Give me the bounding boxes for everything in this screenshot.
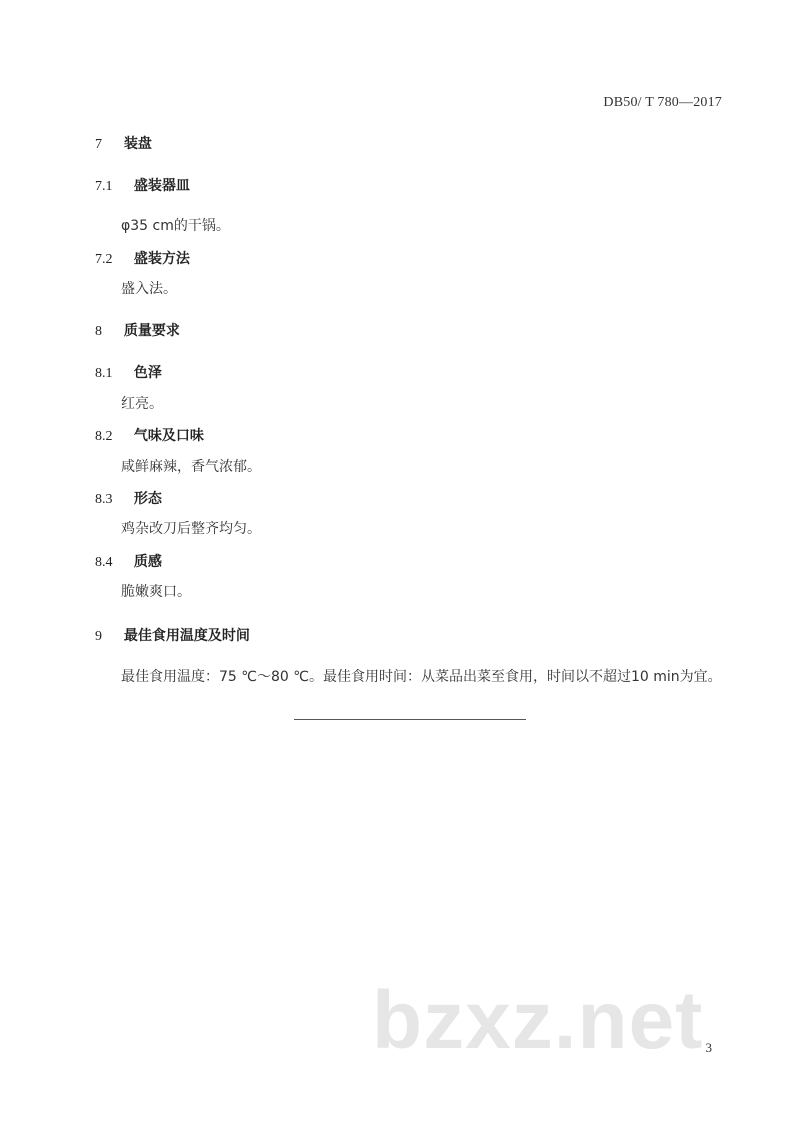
section-text-9: 最佳食用温度：75 ℃～80 ℃。最佳食用时间：从菜品出菜至食用，时间以不超过10 min为宜。 bbox=[121, 669, 722, 685]
section-title: 最佳食用温度及时间 bbox=[123, 628, 250, 644]
section-number: 8.1 bbox=[95, 366, 113, 381]
section-number: 8.4 bbox=[95, 555, 113, 570]
section-heading-8-2 bbox=[95, 425, 204, 445]
section-title: 装盘 bbox=[123, 136, 152, 152]
section-text-8-4: 脆嫩爽口。 bbox=[121, 584, 191, 600]
section-heading-9 bbox=[95, 625, 250, 645]
section-number: 9 bbox=[95, 629, 102, 644]
section-text-7-1: φ35 cm的干锅。 bbox=[121, 218, 230, 234]
page-number: 3 bbox=[705, 1040, 712, 1055]
section-heading-8-3 bbox=[95, 488, 162, 508]
section-text-8-3: 鸡杂改刀后整齐均匀。 bbox=[121, 521, 261, 537]
section-title: 形态 bbox=[133, 491, 162, 507]
section-heading-8 bbox=[95, 320, 180, 340]
section-text-8-2: 咸鲜麻辣，香气浓郁。 bbox=[121, 459, 261, 475]
section-title: 色泽 bbox=[133, 365, 162, 381]
section-heading-7-1 bbox=[95, 175, 190, 195]
watermark: bzxz.net bbox=[372, 975, 704, 1066]
section-text-8-1: 红亮。 bbox=[121, 396, 163, 412]
section-title: 质量要求 bbox=[123, 323, 180, 339]
section-text-7-2: 盛入法。 bbox=[121, 281, 177, 297]
end-of-standard-rule bbox=[294, 719, 526, 720]
section-number: 8 bbox=[95, 324, 102, 339]
section-number: 8.2 bbox=[95, 429, 113, 444]
section-heading-7-2 bbox=[95, 248, 190, 268]
section-title: 气味及口味 bbox=[133, 428, 204, 444]
section-heading-8-1 bbox=[95, 362, 162, 382]
section-heading-8-4 bbox=[95, 551, 162, 571]
section-number: 7.2 bbox=[95, 252, 113, 267]
section-number: 7 bbox=[95, 137, 102, 152]
section-number: 7.1 bbox=[95, 179, 113, 194]
section-heading-7 bbox=[95, 133, 152, 153]
document-code: DB50/ T 780—2017 bbox=[603, 95, 722, 110]
section-title: 盛装方法 bbox=[133, 251, 190, 267]
section-title: 质感 bbox=[133, 554, 162, 570]
section-title: 盛装器皿 bbox=[133, 178, 190, 194]
section-number: 8.3 bbox=[95, 492, 113, 507]
